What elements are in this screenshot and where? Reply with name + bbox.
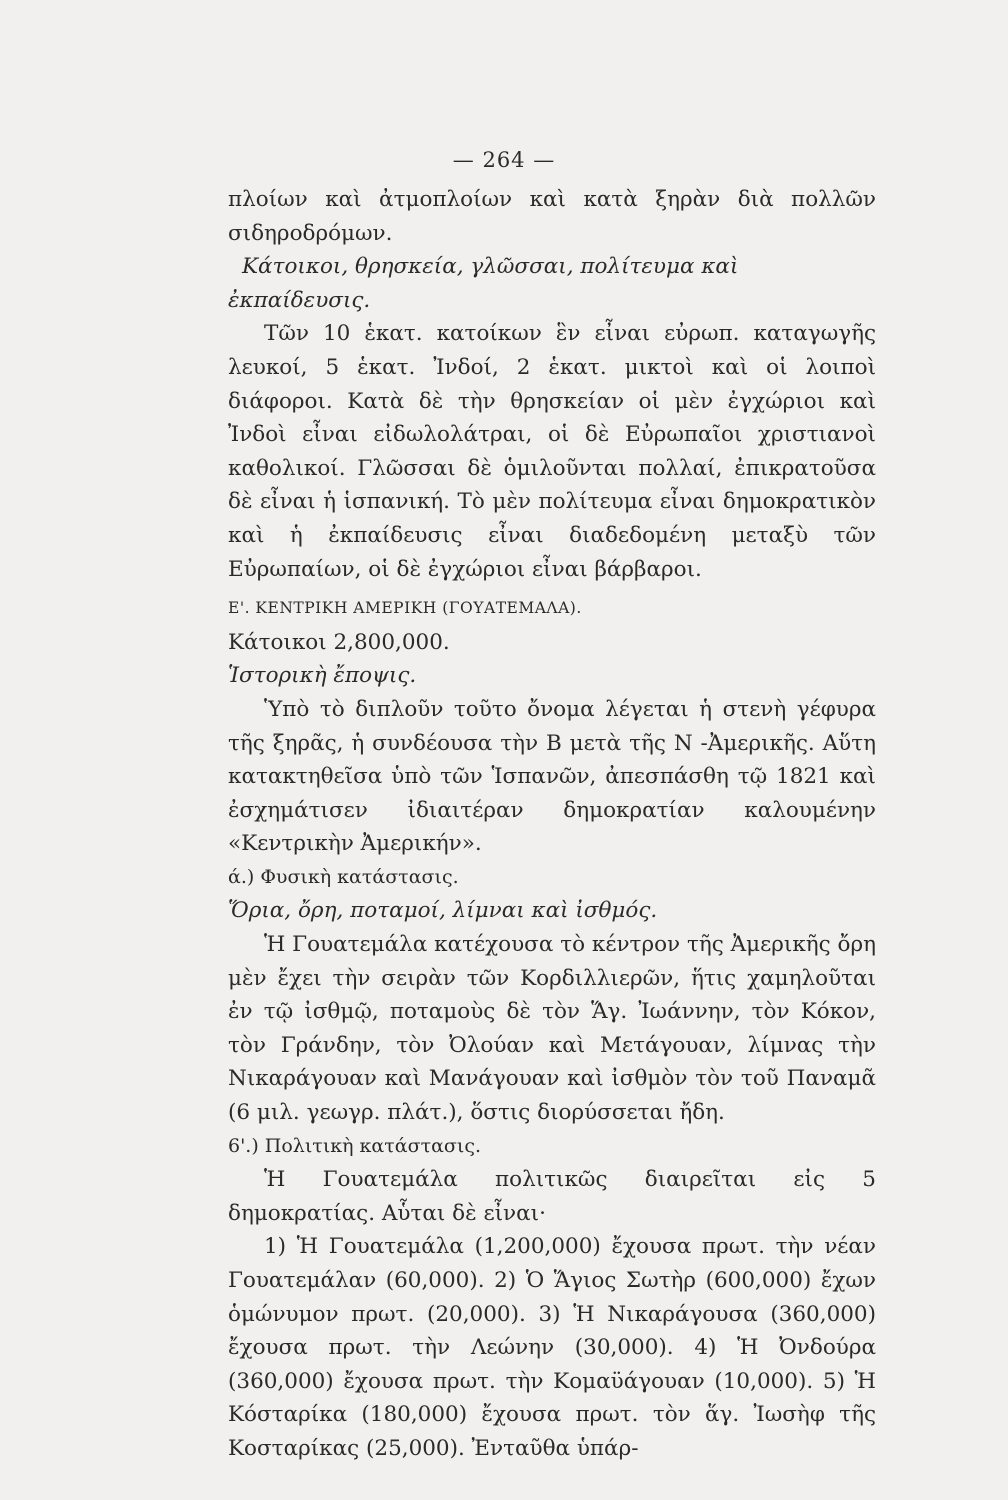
subsection-physical: ά.) Φυσικὴ κατάστασις. <box>228 865 459 888</box>
section-heading-inhabitants: Κάτοικοι, θρησκεία, γλῶσσαι, πολίτευμα καὶ ἐκπαίδευσις. <box>228 254 739 313</box>
page-number: — 264 — <box>452 148 556 172</box>
paragraph-continuation: πλοίων καὶ ἀτμοπλοίων καὶ κατὰ ξηρὰν διὰ πολλῶν σιδηροδρόμων. <box>228 187 876 246</box>
section-heading-borders: Ὅρια, ὄρη, ποταμοί, λίμναι καὶ ἰσθμός. <box>228 898 658 924</box>
page-body <box>228 183 876 1466</box>
chapter-heading-central-america: Ε'. ΚΕΝΤΡΙΚΗ ΑΜΕΡΙΚΗ (ΓΟΥΑΤΕΜΑΛΑ). <box>228 599 582 618</box>
paragraph-history: Ὑπὸ τὸ διπλοῦν τοῦτο ὄνομα λέγεται ἡ στενὴ γέφυρα τῆς ξηρᾶς, ἡ συνδέουσα τὴν Β μετὰ τῆς Ν -Ἀμερικῆς. Αὕτη κατακτηθεῖσα ὑπὸ τῶν Ἱσπανῶν, ἀπεσπάσθη τῷ 1821 καὶ ἐσχημάτισεν ἰδιαιτέραν δημοκρατίαν καλουμένην «Κεντρικὴν Ἀμερικήν». <box>228 696 876 857</box>
section-heading-history: Ἱστορικὴ ἔποψις. <box>228 663 417 689</box>
paragraph-geography: Ἡ Γουατεμάλα κατέχουσα τὸ κέντρον τῆς Ἀμερικῆς ὄρη μὲν ἔχει τὴν σειρὰν τῶν Κορδιλλιερῶν, ἥτις χαμηλοῦται ἐν τῷ ἰσθμῷ, ποταμοὺς δὲ τὸν Ἅγ. Ἰωάννην, τὸν Κόκον, τὸν Γράνδην, τὸν Ὀλούαν καὶ Μετάγουαν, λίμνας τὴν Νικαράγουαν καὶ Μανάγουαν καὶ ἰσθμὸν τὸν τοῦ Παναμᾶ (6 μιλ. γεωγρ. πλάτ.), ὅστις διορύσσεται ἤδη. <box>228 932 876 1126</box>
paragraph-inhabitants: Τῶν 10 ἑκατ. κατοίκων ἓν εἶναι εὐρωπ. καταγωγῆς λευκοί, 5 ἑκατ. Ἰνδοί, 2 ἑκατ. μικτοὶ καὶ οἱ λοιποὶ διάφοροι. Κατὰ δὲ τὴν θρησκείαν οἱ μὲν ἐγχώριοι καὶ Ἰνδοὶ εἶναι εἰδωλολάτραι, οἱ δὲ Εὐρωπαῖοι χριστιανοὶ καθολικοί. Γλῶσσαι δὲ ὁμιλοῦνται πολλαί, ἐπικρατοῦσα δὲ εἶναι ἡ ἱσπανική. Τὸ μὲν πολίτευμα εἶναι δημοκρατικὸν καὶ ἡ ἐκπαίδευσις εἶναι διαδεδομένη μεταξὺ τῶν Εὐρωπαίων, οἱ δὲ ἐγχώριοι εἶναι βάρβαροι. <box>228 321 876 582</box>
population-heading: Κάτοικοι 2,800,000. <box>228 629 450 655</box>
paragraph-republics: 1) Ἡ Γουατεμάλα (1,200,000) ἔχουσα πρωτ. τὴν νέαν Γουατεμάλαν (60,000). 2) Ὁ Ἅγιος Σωτὴρ (600,000) ἔχων ὁμώνυμον πρωτ. (20,000). 3) Ἡ Νικαράγουσα (360,000) ἔχουσα πρωτ. τὴν Λεώνην (30,000). 4) Ἡ Ὀνδούρα (360,000) ἔχουσα πρωτ. τὴν Κομαϋάγουαν (10,000). 5) Ἡ Κόσταρίκα (180,000) ἔχουσα πρωτ. τὸν ἅγ. Ἰωσὴφ τῆς Κοσταρίκας (25,000). Ἐνταῦθα ὑπάρ- <box>228 1234 876 1461</box>
paragraph-political: Ἡ Γουατεμάλα πολιτικῶς διαιρεῖται εἰς 5 δημοκρατίας. Αὗται δὲ εἶναι· <box>228 1167 876 1226</box>
subsection-political: 6'.) Πολιτικὴ κατάστασις. <box>228 1134 482 1157</box>
